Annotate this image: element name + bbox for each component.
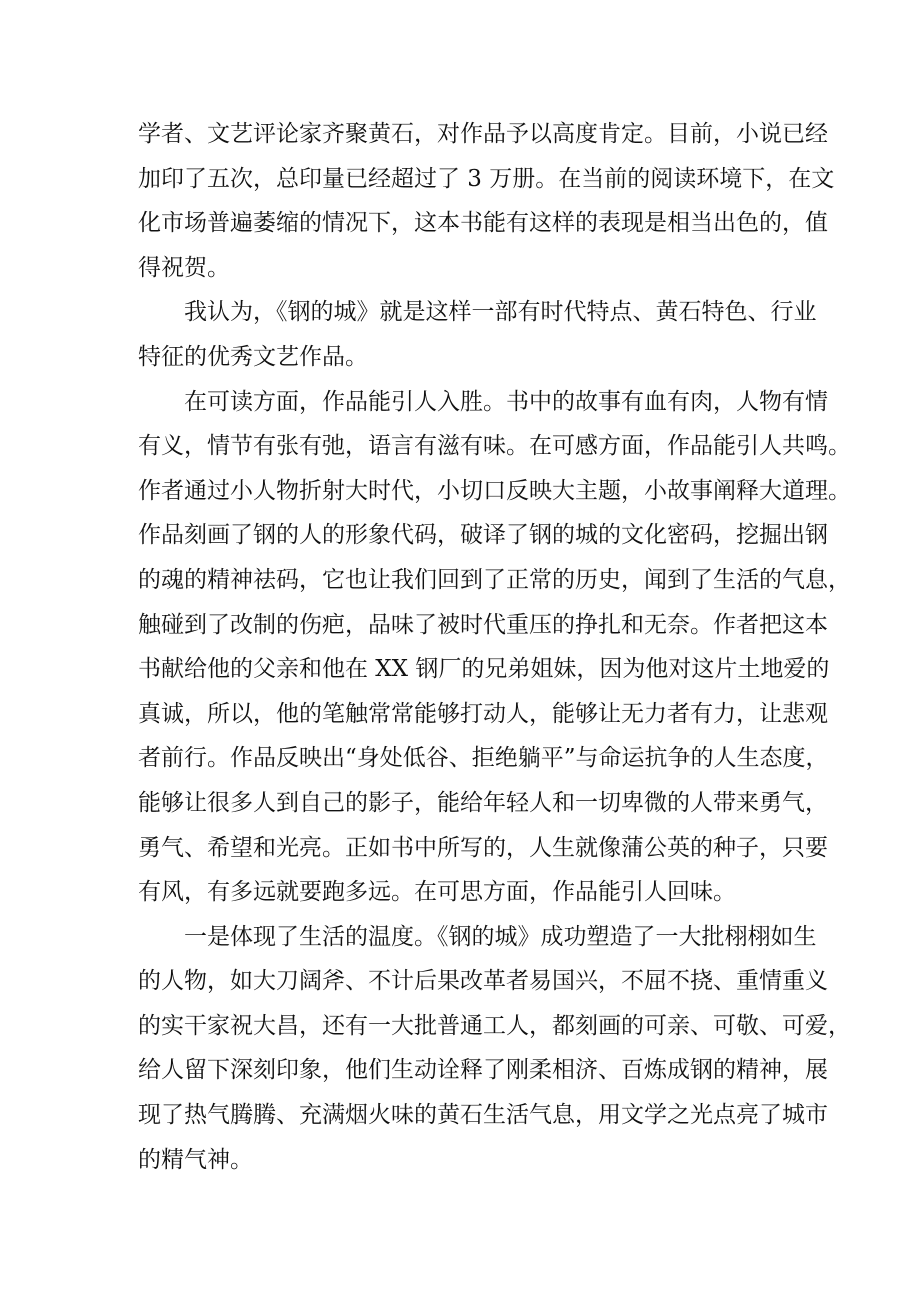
paragraph-line: 的实干家祝大昌，还有一大批普通工人，都刻画的可亲、可敬、可爱， <box>138 1012 851 1039</box>
paragraph-line: 加印了五次，总印量已经超过了 3 万册。在当前的阅读环境下，在文 <box>138 165 835 192</box>
paragraph-line: 真诚，所以，他的笔触常常能够打动人，能够让无力者有力，让悲观 <box>138 700 828 727</box>
paragraph-line: 在可读方面，作品能引人入胜。书中的故事有血有肉，人物有情 <box>184 388 828 415</box>
paragraph-line: 勇气、希望和光亮。正如书中所写的，人生就像蒲公英的种子，只要 <box>138 834 828 861</box>
paragraph-line: 的魂的精神祛码，它也让我们回到了正常的历史，闻到了生活的气息， <box>138 566 851 593</box>
document-body <box>138 112 851 1182</box>
paragraph-line: 能够让很多人到自己的影子，能给年轻人和一切卑微的人带来勇气， <box>138 789 828 816</box>
paragraph-4 <box>138 915 851 1183</box>
paragraph-line: 化市场普遍萎缩的情况下，这本书能有这样的表现是相当出色的，值 <box>138 210 828 237</box>
paragraph-line: 者前行。作品反映出“身处低谷、拒绝躺平”与命运抗争的人生态度， <box>138 745 829 772</box>
paragraph-line: 有风，有多远就要跑多远。在可思方面，作品能引人回味。 <box>138 879 736 906</box>
paragraph-line: 现了热气腾腾、充满烟火味的黄石生活气息，用文学之光点亮了城市 <box>138 1102 828 1129</box>
paragraph-line: 的精气神。 <box>138 1146 253 1173</box>
paragraph-3 <box>138 380 851 915</box>
paragraph-line: 作者通过小人物折射大时代，小切口反映大主题，小故事阐释大道理。 <box>138 477 851 504</box>
paragraph-line: 我认为，《钢的城》就是这样一部有时代特点、黄石特色、行业 <box>184 299 817 326</box>
paragraph-line: 的人物，如大刀阔斧、不计后果改革者易国兴，不屈不挠、重情重义 <box>138 968 828 995</box>
paragraph-line: 一是体现了生活的温度。《钢的城》成功塑造了一大批栩栩如生 <box>184 923 817 950</box>
paragraph-line: 得祝贺。 <box>138 254 230 281</box>
paragraph-1 <box>138 112 835 290</box>
paragraph-line: 学者、文艺评论家齐聚黄石，对作品予以高度肯定。目前，小说已经 <box>138 121 828 147</box>
paragraph-2 <box>138 290 817 379</box>
paragraph-line: 特征的优秀文艺作品。 <box>138 343 368 370</box>
paragraph-line: 给人留下深刻印象，他们生动诠释了刚柔相济、百炼成钢的精神，展 <box>138 1057 828 1084</box>
paragraph-line: 有义，情节有张有弛，语言有滋有味。在可感方面，作品能引人共鸣。 <box>138 433 851 460</box>
paragraph-line: 书献给他的父亲和他在 XX 钢厂的兄弟姐妹，因为他对这片土地爱的 <box>138 656 830 683</box>
paragraph-line: 触碰到了改制的伤疤，品味了被时代重压的挣扎和无奈。作者把这本 <box>138 611 828 638</box>
paragraph-line: 作品刻画了钢的人的形象代码，破译了钢的城的文化密码，挖掘出钢 <box>138 522 828 549</box>
